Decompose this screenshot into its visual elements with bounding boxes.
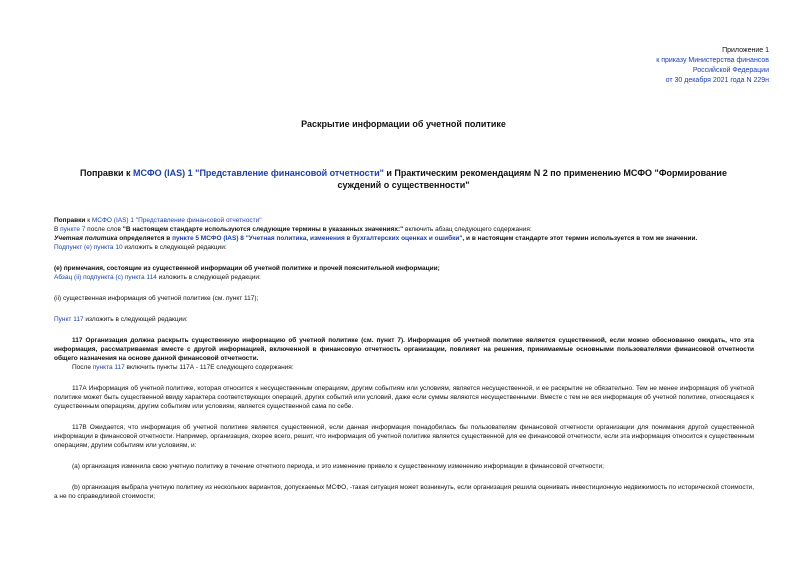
paragraph-117b-a: (a) организация изменила свою учетную политику в течение отчетного периода, и это изменение привело к существенному изменению информации в финансовой отчетности; (72, 463, 604, 470)
paragraph-subitem-e (54, 243, 754, 252)
appendix-date-link[interactable]: от 30 декабря 2021 года N 229н (665, 77, 769, 84)
p6-post: изложить в следующей редакции: (156, 274, 261, 281)
p2-pre: В (54, 226, 61, 233)
appendix-order-link[interactable]: к приказу Министерства финансов (656, 57, 769, 64)
paragraph-117b: 117В Ожидается, что информация об учетной политике является существенной, если данная информация понадобилась бы пользователям финансовой отчетности организации для понимания другой существенной информации в финансовой отчетности. Например, организация, скорее всего, решит, что информация об учетной политике является существенной для ее финансовой отчетности, если эта информация относится к существенным операциям, другим событиям или условиям, и: (54, 424, 754, 449)
p10-post: включить пункты 117А - 117Е следующего содержания: (124, 364, 294, 371)
paragraph-subitem-ii (54, 273, 754, 282)
p4-post: изложить в следующей редакции: (122, 244, 227, 251)
amend-title-post: и Практическим рекомендациям N 2 по применению МСФО "Формирование суждений о существенности" (337, 168, 727, 190)
paragraph-117b-b: (b) организация выбрала учетную политику из нескольких вариантов, допускаемых МСФО, -такая ситуация может возникнуть, если организация решила оценивать инвестиционную недвижимость по исторической стоимости, а не по справедливой стоимости; (54, 484, 754, 500)
document-body (54, 216, 754, 501)
subitem-ii-link[interactable]: Абзац (ii) подпункта (c) пункта 114 (54, 274, 157, 281)
paragraph-ii-info: (ii) существенная информация об учетной политике (см. пункт 117); (54, 295, 259, 302)
p2-post: включить абзац следующего содержания: (403, 226, 532, 233)
ias1-body-link[interactable]: МСФО (IAS) 1 "Представление финансовой отчетности" (91, 217, 262, 224)
p3-bold1: определяется в (117, 235, 173, 242)
paragraph-117a: 117А Информация об учетной политике, которая относится к несущественным операциям, другим событиям или условиям, является несущественной, и ее раскрытие не обязательно. Тем не менее информация об учетной политике может быть существенной ввиду характера соответствующих операций, других событий или условий, даже если суммы являются несущественными. Вместе с тем не вся информация об учетной политике, относящаяся к существенным операциям, другим событиям или условиям, является существенной сама по себе. (54, 385, 754, 410)
ias1-link[interactable]: МСФО (IAS) 1 "Представление финансовой отчетности" (133, 168, 384, 178)
p10-pre: После (72, 364, 93, 371)
paragraph-item7 (54, 225, 754, 234)
document-title: Раскрытие информации об учетной политике (301, 119, 506, 129)
appendix-block (656, 46, 769, 86)
p2-mid: после слов (85, 226, 123, 233)
item117-link-2[interactable]: пункта 117 (92, 364, 125, 371)
appendix-line-1: Приложение 1 (722, 47, 769, 54)
p1-pre: Поправки (54, 217, 86, 224)
amendments-title (80, 167, 727, 191)
appendix-country-link[interactable]: Российской Федерации (692, 67, 769, 74)
p8-post: изложить в следующей редакции: (83, 316, 188, 323)
p3-term: Учетная политика (54, 235, 118, 242)
paragraph-item117 (54, 315, 754, 324)
item117-link[interactable]: Пункт 117 (54, 316, 84, 323)
paragraph-amendments-to (54, 216, 754, 225)
amend-title-pre: Поправки к (80, 168, 133, 178)
paragraph-117: 117 Организация должна раскрыть существенную информацию об учетной политике (см. пункт 7). Информация об учетной политике является существенной, если можно обоснованно ожидать, что эта информация, рассматриваемая вместе с другой информацией, включенной в финансовую отчетность организации, повлияет на решения, принимаемые основными пользователями финансовой отчетности общего назначения на основе данной финансовой отчетности. (54, 337, 754, 362)
p3-bold2: , и в настоящем стандарте этот термин используется в том же значении. (462, 235, 698, 242)
p2-bold: "В настоящем стандарте используются следующие термины в указанных значениях:" (122, 226, 404, 233)
paragraph-accounting-policy (54, 234, 754, 243)
paragraph-e-notes: (e) примечания, состоящие из существенной информации об учетной политике и прочей пояснительной информации; (54, 265, 440, 272)
subitem-e-link[interactable]: Подпункт (e) пункта 10 (54, 244, 123, 251)
p1-mid: к (85, 217, 92, 224)
item7-link[interactable]: пункте 7 (60, 226, 86, 233)
ias8-link[interactable]: пункте 5 МСФО (IAS) 8 "Учетная политика, изменения в бухгалтерских оценках и ошибки" (172, 235, 463, 242)
paragraph-after-117 (54, 363, 754, 372)
